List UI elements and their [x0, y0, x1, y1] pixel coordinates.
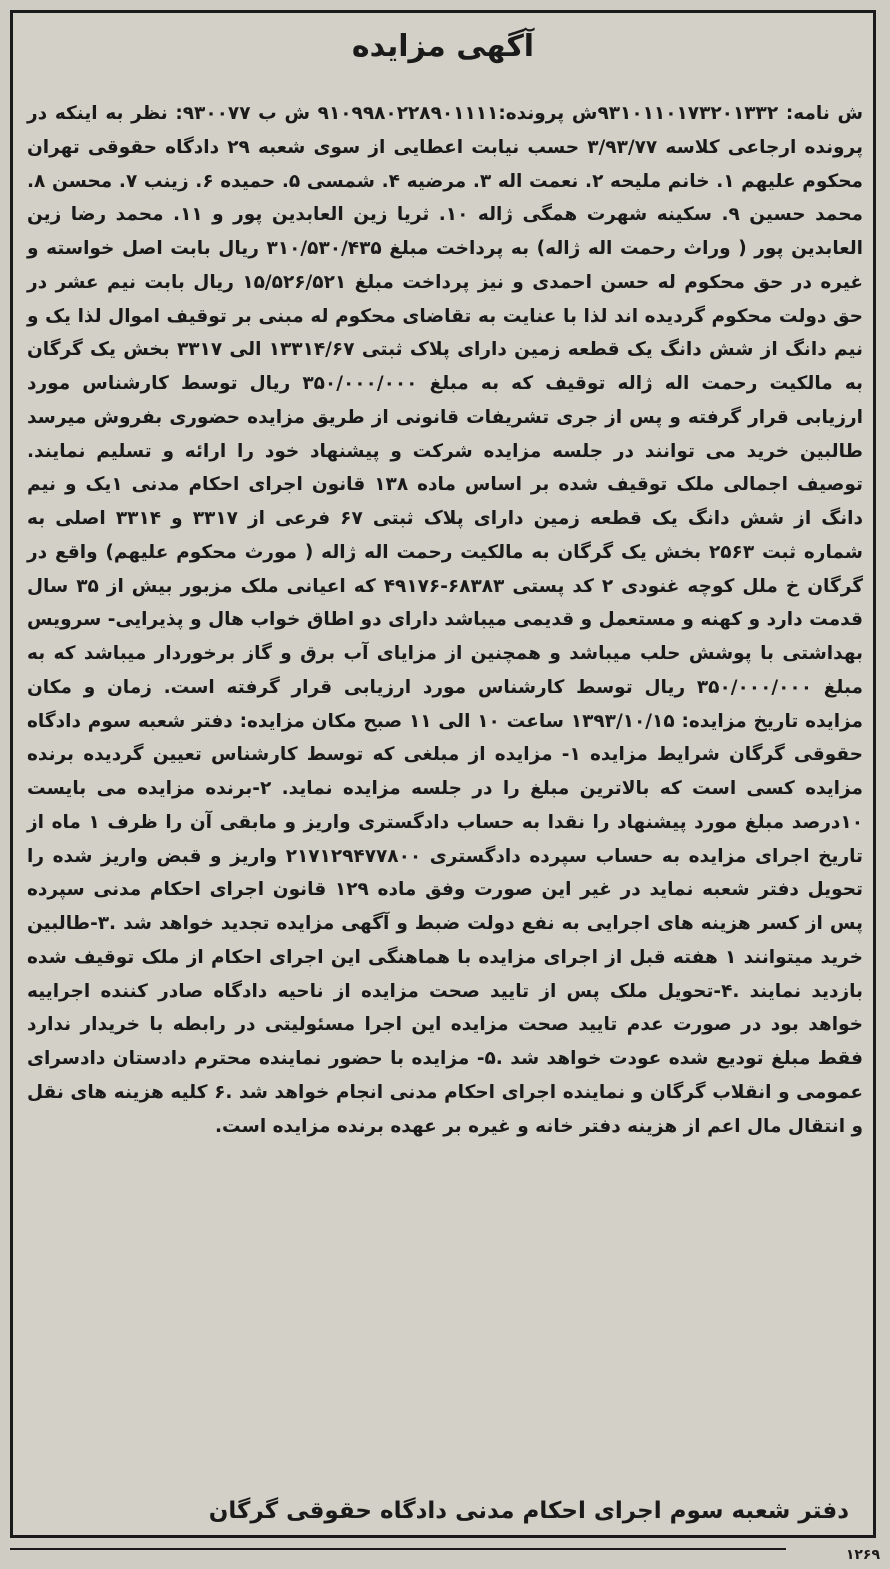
notice-body: ش نامه: ۹۳۱۰۱۱۰۱۷۳۲۰۱۳۳۲ش پرونده:۹۱۰۹۹۸۰۲۲۸۹۰۱۱۱۱ ش ب ۹۳۰۰۷۷: نظر به اینکه در پرونده ارجاعی کلاسه ۳/۹۳/۷۷ حسب نیابت اعطایی از سوی شعبه ۲۹ دادگاه حقوقی تهران محکوم علیهم ۱. خانم ملیحه ۲. نعمت اله ۳. مرضیه ۴. شمسی ۵. حمیده ۶. زینب ۷. محسن ۸. محمد حسین ۹. سکینه شهرت همگی ژاله ۱۰. ثریا زین العابدین پور و ۱۱. محمد رضا زین العابدین پور ( وراث رحمت اله ژاله) به پرداخت مبلغ ۳۱۰/۵۳۰/۴۳۵ ریال بابت اصل خواسته و غیره در حق محکوم له حسن احمدی و نیز پرداخت مبلغ ۱۵/۵۲۶/۵۲۱ ریال بابت نیم عشر در حق دولت محکوم گردیده اند لذا با عنایت به تقاضای محکوم له مبنی بر توقیف اموال لذا یک و نیم دانگ از شش دانگ یک قطعه زمین دارای پلاک ثبتی ۱۳۳۱۴/۶۷ الی ۳۳۱۷ بخش یک گرگان به مالکیت رحمت اله ژاله توقیف که به مبلغ ۳۵۰/۰۰۰/۰۰۰ ریال توسط کارشناس مورد ارزیابی قرار گرفته و پس از جری تشریفات قانونی از طریق مزایده حضوری بفروش میرسد طالبین خرید می توانند در جلسه مزایده شرکت و پیشنهاد خود را ارائه و تسلیم نمایند. توصیف اجمالی ملک توقیف شده بر اساس ماده ۱۳۸ قانون اجرای احکام مدنی ۱یک و نیم دانگ از شش دانگ یک قطعه زمین دارای پلاک ثبتی ۶۷ فرعی از ۳۳۱۷ و ۳۳۱۴ اصلی به شماره ثبت ۲۵۶۳ بخش یک گرگان به مالکیت رحمت اله ژاله ( مورث محکوم علیهم) واقع در گرگان خ ملل کوچه غنودی ۲ کد پستی ۶۸۳۸۳-۴۹۱۷۶ که اعیانی ملک مزبور بیش از ۳۵ سال قدمت دارد و کهنه و مستعمل و قدیمی میباشد دارای دو اطاق خواب هال و پذیرایی- سرویس بهداشتی با پوشش حلب میباشد و همچنین از مزایای آب برق و گاز برخوردار میباشد که به مبلغ ۳۵۰/۰۰۰/۰۰۰ ریال توسط کارشناس مورد ارزیابی قرار گرفته است. زمان و مکان مزایده تاریخ مزایده: ۱۳۹۳/۱۰/۱۵ ساعت ۱۰ الی ۱۱ صبح مکان مزایده: دفتر شعبه سوم دادگاه حقوقی گرگان شرایط مزایده ۱- مزایده از مبلغی که توسط کارشناس تعیین گردیده برنده مزایده کسی است که بالاترین مبلغ را در جلسه مزایده نماید. ۲-برنده مزایده می بایست ۱۰درصد مبلغ مورد پیشنهاد را نقدا به حساب دادگستری واریز و مابقی آن را ظرف ۱ ماه از تاریخ اجرای مزایده به حساب سپرده دادگستری ۲۱۷۱۲۹۴۷۷۸۰۰ واریز و قبض واریز شده را تحویل دفتر شعبه نماید در غیر این صورت وفق ماده ۱۲۹ قانون اجرای احکام مدنی سپرده پس از کسر هزینه های اجرایی به نفع دولت ضبط و آگهی مزایده تجدید خواهد شد .۳-طالبین خرید میتوانند ۱ هفته قبل از اجرای مزایده با هماهنگی این اجرای احکام از ملک توقیف شده بازدید نمایند .۴-تحویل ملک پس از تایید صحت مزایده از ناحیه دادگاه صادر کننده اجراییه خواهد بود در صورت عدم تایید صحت مزایده این اجرا مسئولیتی در رابطه با خریدار ندارد فقط مبلغ تودیع شده عودت خواهد شد .۵- مزایده با حضور نماینده محترم دادستان دادسرای عمومی و انقلاب گرگان و نماینده اجرای احکام مدنی انجام خواهد شد .۶ کلیه هزینه های نقل و انتقال مال اعم از هزینه دفتر خانه و غیره بر عهده برنده مزایده است. [27, 103, 864, 1137]
notice-frame [10, 10, 876, 1538]
notice-code: ۱۲۶۹ [786, 1545, 884, 1565]
footer-divider [10, 1548, 876, 1550]
notice-title: آگهی مزایده [351, 29, 535, 64]
notice-signature: دفتر شعبه سوم اجرای احکام مدنی دادگاه حقوقی گرگان [208, 1498, 849, 1524]
